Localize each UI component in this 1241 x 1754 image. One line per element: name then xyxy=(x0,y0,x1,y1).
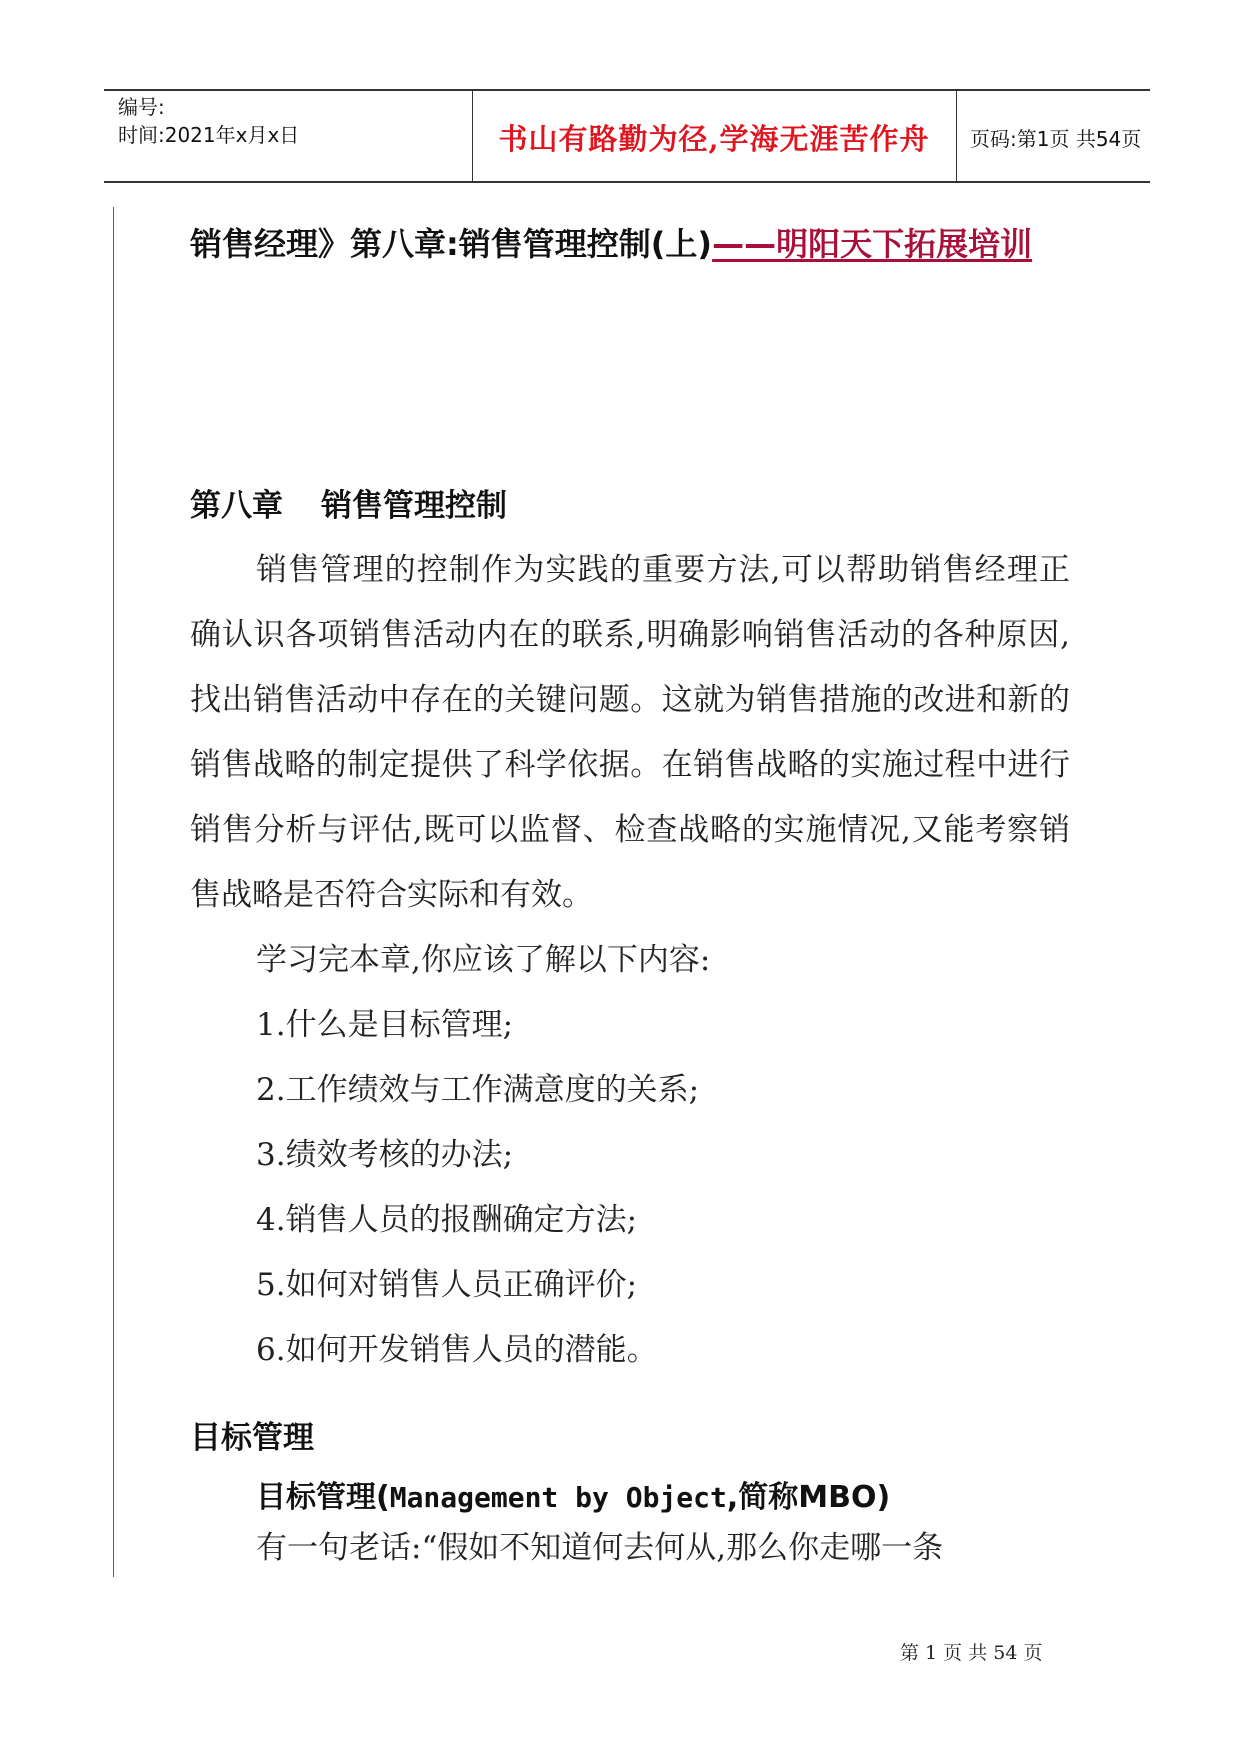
document-title xyxy=(190,212,1070,277)
chapter-title: 销售管理控制 xyxy=(321,488,507,524)
header-motto: 书山有路勤为径,学海无涯苦作舟 xyxy=(498,122,930,156)
subsection-suffix: ,简称MBO) xyxy=(726,1480,891,1515)
list-item: 4.销售人员的报酬确定方法; xyxy=(256,1202,638,1238)
learning-list xyxy=(190,993,1070,1383)
page-header xyxy=(104,89,1150,183)
document-number-label: 编号: xyxy=(118,95,165,119)
header-divider-left xyxy=(472,91,473,181)
header-page-number: 页码:第1页 共54页 xyxy=(970,127,1142,151)
chapter-heading xyxy=(190,480,507,525)
subsection-latin: Management by Object xyxy=(389,1481,727,1514)
section-heading: 目标管理 xyxy=(190,1420,314,1456)
left-margin-line xyxy=(113,207,114,1577)
list-item: 6.如何开发销售人员的潜能。 xyxy=(256,1332,658,1368)
document-body xyxy=(190,212,1070,1566)
subsection-heading xyxy=(256,1472,890,1516)
subsection-prefix: 目标管理( xyxy=(256,1480,390,1515)
title-link[interactable]: ——明阳天下拓展培训 xyxy=(712,225,1033,263)
document-time-label: 时间:2021年x月x日 xyxy=(118,123,300,147)
header-meta xyxy=(118,93,464,149)
list-item: 2.工作绩效与工作满意度的关系; xyxy=(256,1072,700,1108)
last-paragraph: 有一句老话:“假如不知道何去何从,那么你走哪一条 xyxy=(256,1530,944,1566)
list-item: 1.什么是目标管理; xyxy=(256,1007,514,1043)
intro-paragraph: 销售管理的控制作为实践的重要方法,可以帮助销售经理正确认识各项销售活动内在的联系,明确影响销售活动的各种原因,找出销售活动中存在的关键问题。这就为销售措施的改进和新的销售战略的制定提供了科学依据。在销售战略的实施过程中进行销售分析与评估,既可以监督、检查战略的实施情况,又能考察销售战略是否符合实际和有效。 xyxy=(190,552,1070,913)
list-item: 5.如何对销售人员正确评价; xyxy=(256,1267,638,1303)
title-main: 销售经理》第八章:销售管理控制(上) xyxy=(190,225,713,263)
list-item: 3.绩效考核的办法; xyxy=(256,1137,514,1173)
learning-lead: 学习完本章,你应该了解以下内容: xyxy=(256,942,711,978)
page-footer: 第 1 页 共 54 页 xyxy=(900,1642,1043,1664)
chapter-number: 第八章 xyxy=(190,488,283,524)
header-divider-right xyxy=(956,91,957,181)
